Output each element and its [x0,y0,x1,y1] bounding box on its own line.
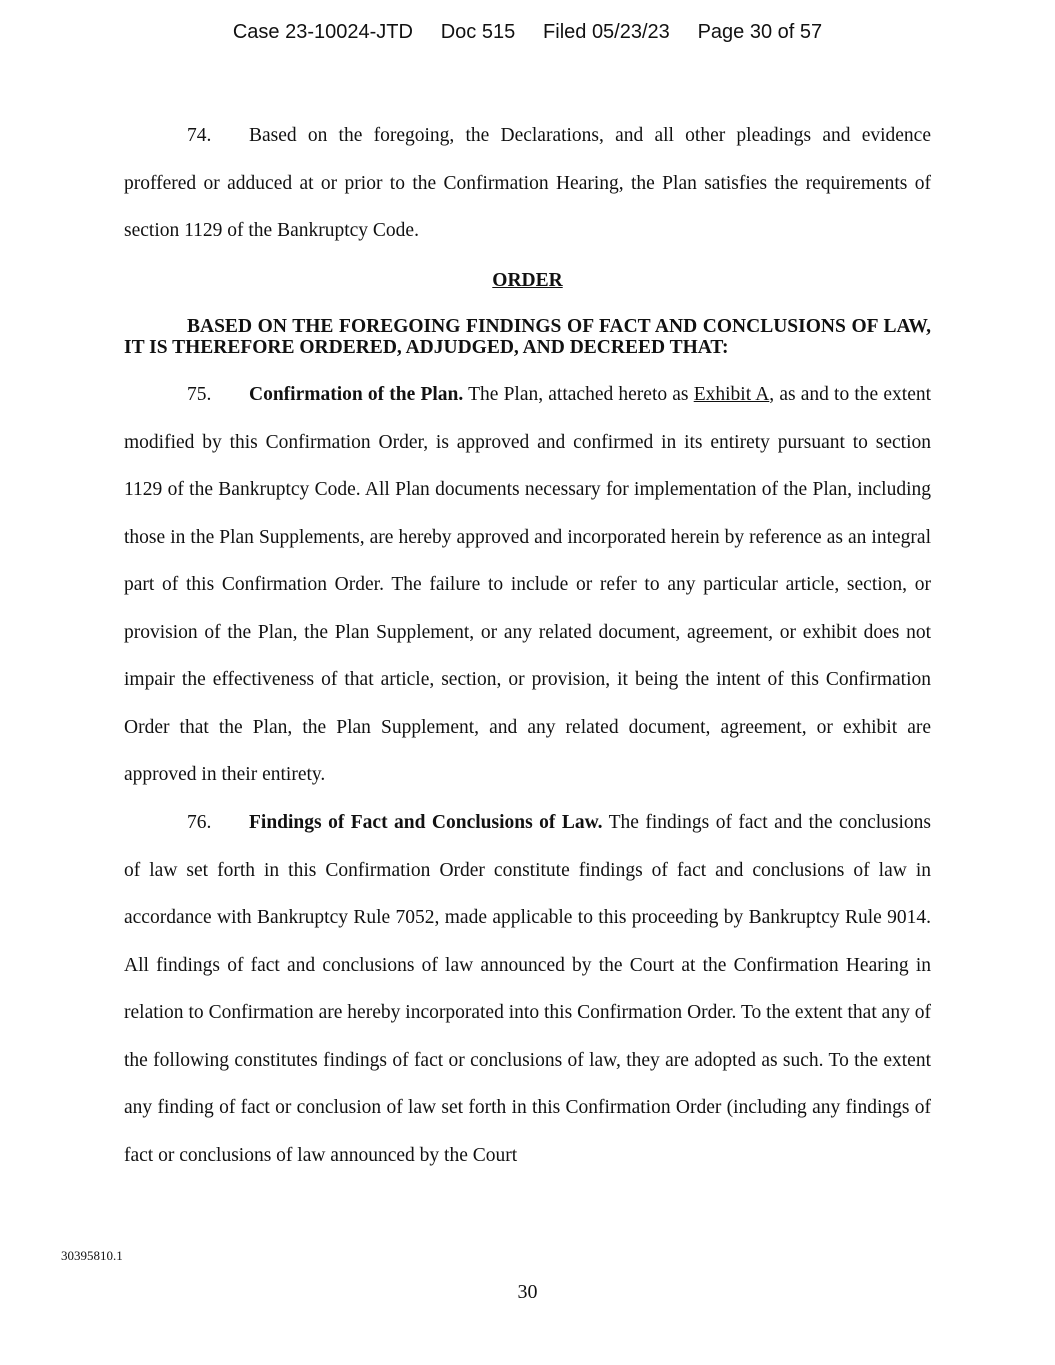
paragraph-76 [124,799,931,1179]
paragraph-number: 76. [187,812,212,833]
paragraph-text: The findings of fact and the conclusions of law set forth in this Confirmation Order constitute findings of fact and conclusions of law in accordance with Bankruptcy Rule 7052, made applicable to this proceeding by Bankruptcy Rule 9014. All findings of fact and conclusions of law announced by the Court at the Confirmation Hearing in relation to Confirmation are hereby incorporated into this Confirmation Order. To the extent that any of the following constitutes findings of fact or conclusions of law, they are adopted as such. To the extent any finding of fact or conclusion of law set forth in this Confirmation Order (including any findings of fact or conclusions of law announced by the Court [124,812,932,1166]
paragraph-text: Based on the foregoing, the Declarations, and all other pleadings and evidence proffered or adduced at or prior to the Confirmation Hearing, the Plan satisfies the requirements of section 1129 of the Bankruptcy Code. [124,125,931,241]
paragraph-74 [124,112,931,255]
document-id: 30395810.1 [61,1248,123,1263]
paragraph-75 [124,371,931,799]
case-number: Case 23-10024-JTD [232,21,413,43]
paragraph-heading: Confirmation of the Plan. [249,384,464,405]
decree-statement: BASED ON THE FOREGOING FINDINGS OF FACT AND CONCLUSIONS OF LAW, IT IS THEREFORE ORDERED, ADJUDGED, AND DECREED THAT: [124,316,931,358]
paragraph-number: 74. [187,125,212,146]
doc-number: Doc 515 [440,21,516,43]
paragraph-heading: Findings of Fact and Conclusions of Law. [249,812,603,833]
page-number: 30 [517,1281,538,1303]
filed-date: Filed 05/23/23 [543,21,670,43]
paragraph-text-continued: , as and to the extent modified by this Confirmation Order, is approved and confirmed in its entirety pursuant to section 1129 of the Bankruptcy Code. All Plan documents necessary for implementation of the Plan, including those in the Plan Supplements, are hereby approved and incorporated herein by reference as an integral part of this Confirmation Order. The failure to include or refer to any particular article, section, or provision of the Plan, the Plan Supplement, or any related document, agreement, or exhibit does not impair the effectiveness of that article, section, or provision, it being the intent of this Confirmation Order that the Plan, the Plan Supplement, and any related document, agreement, or exhibit are approved in their entirety. [124,384,932,785]
order-heading: ORDER [492,270,563,291]
filing-header [0,18,1055,46]
paragraph-number: 75. [187,384,212,405]
page-count: Page 30 of 57 [697,21,823,43]
exhibit-a-reference: Exhibit A [693,384,770,405]
paragraph-text: The Plan, attached hereto as [468,384,689,405]
